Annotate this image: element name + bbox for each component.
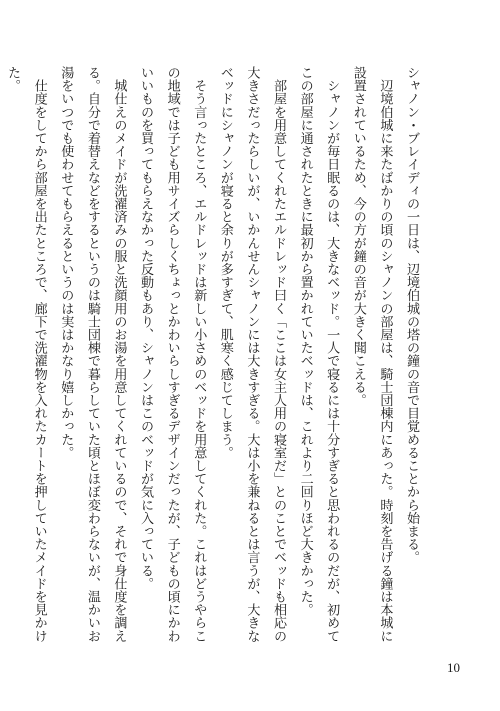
text-line-6: 部屋を用意してくれたエルドレッド曰く「ここは女主人用の寝室だ」とのことでベッドも相応の	[271, 66, 287, 643]
text-line-10: の地域では子ども用サイズらしくちょっとかわいらしすぎるデザインだったが、子どもの頃にかわ	[164, 66, 180, 643]
text-line-11: いいものを買ってもらえなかった反動もあり、シャノンはこのベッドが気に入っている。	[138, 66, 154, 590]
text-line-16: た。	[5, 66, 21, 93]
text-line-9: そう言ったところ、エルドレッドは新しい小さめのベッドを用意してくれた。これはどうやらこ	[191, 66, 207, 643]
text-line-5: この部屋に通されたときに最初から置かれていたベッドは、これより二回りほど大きかった。	[297, 66, 313, 617]
text-line-8: ベッドにシャノンが寝ると余りが多すぎて、肌寒く感じてしまう。	[217, 66, 233, 459]
text-line-4: シャノンが毎日眠るのは、大きなベッド。一人で寝るには十分すぎると思われるのだが、初めて	[324, 66, 340, 643]
page-number: 10	[447, 660, 460, 675]
text-line-1: シャノン・ブレイディの一日は、辺境伯城の塔の鐘の音で目覚めることから始まる。	[404, 66, 419, 564]
text-line-13: る。自分で着替えなどをするというのは騎士団棟で暮らしていた頃とほぼ変わらないが、温かいお	[84, 66, 100, 643]
vertical-text-block	[0, 66, 424, 643]
text-line-7: 大きさだったらしいが、いかんせんシャノンには大きすぎる。大は小を兼ねるとは言うが、大きな	[244, 66, 260, 643]
text-line-2: 辺境伯城に来たばかりの頃のシャノンの部屋は、騎士団棟内にあった。時刻を告げる鐘は本城に	[377, 66, 393, 643]
text-line-3: 設置されているため、今の方が鐘の音が大きく聞こえる。	[350, 66, 366, 407]
text-line-12: 城仕えのメイドが洗濯済みの服と洗顔用のお湯を用意してくれているので、それで身仕度を調え	[111, 66, 127, 643]
text-line-15: 仕度をしてから部屋を出たところで、廊下で洗濯物を入れたカートを押していたメイドを見かけ	[31, 66, 47, 643]
text-line-14: 湯をいつでも使わせてもらえるというのは実はかなり嬉しかった。	[58, 66, 74, 459]
